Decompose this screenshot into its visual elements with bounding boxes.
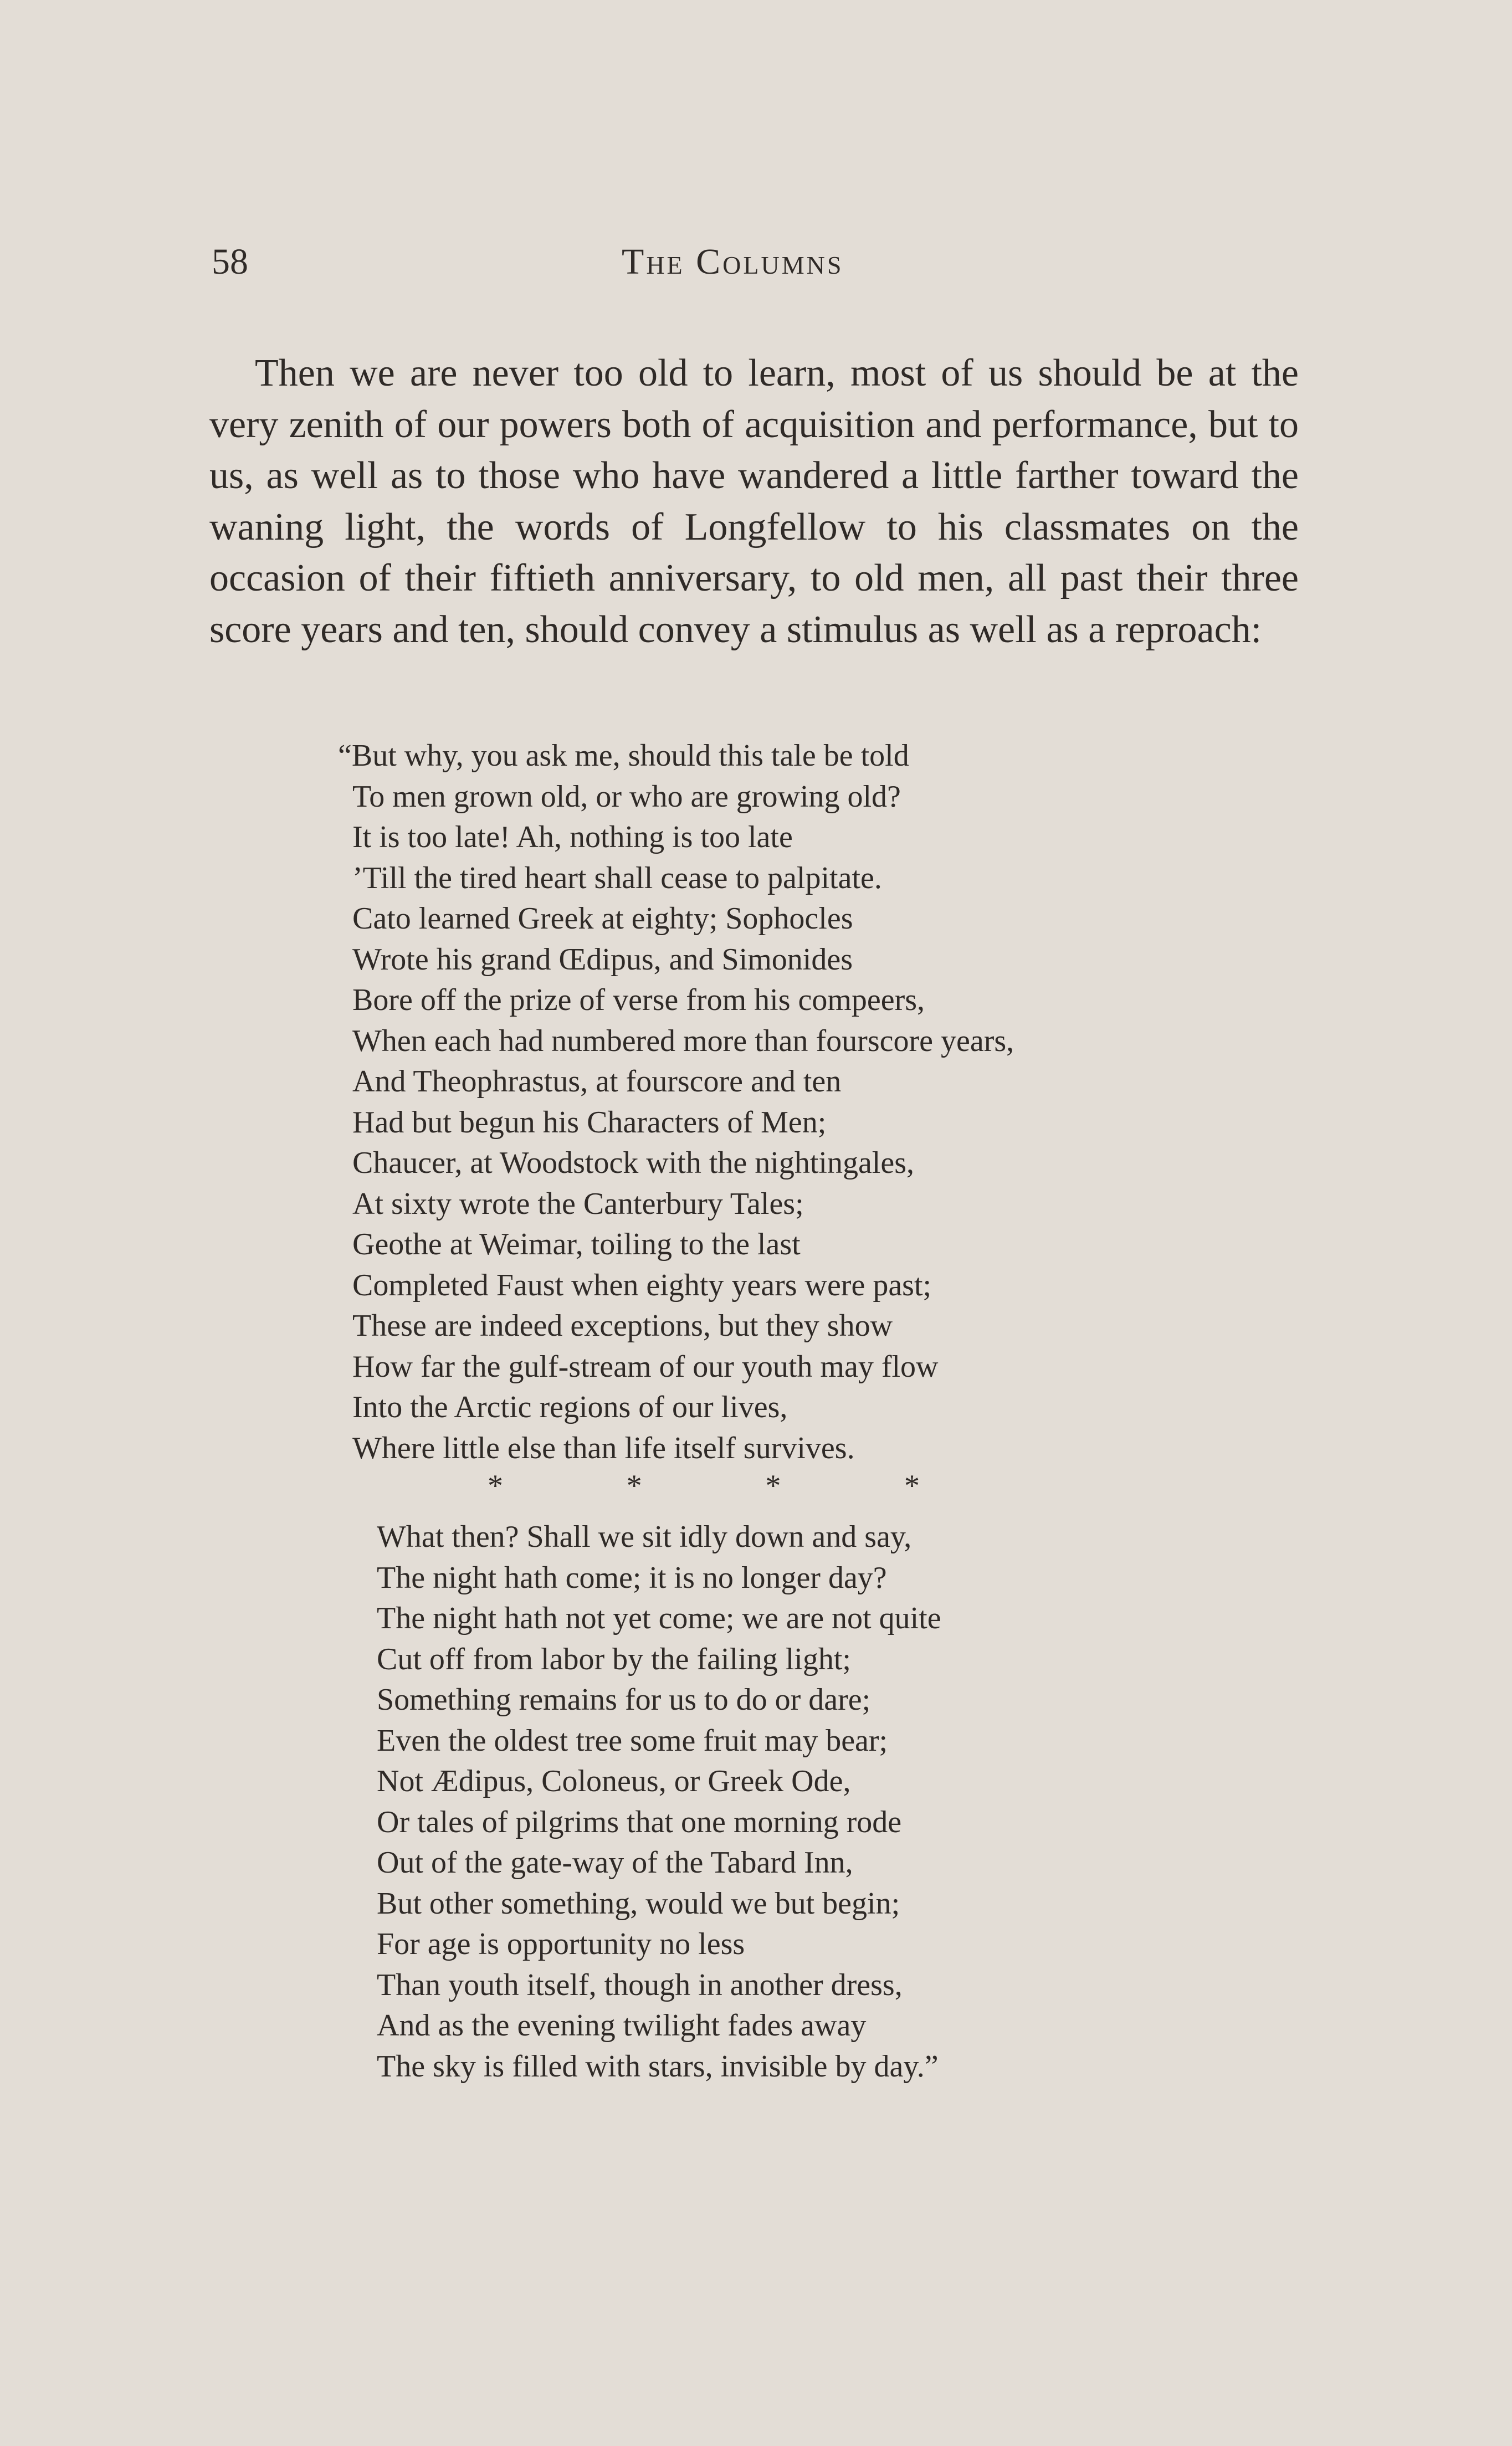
poem-line: Than youth itself, though in another dress, — [377, 1967, 903, 2002]
poem-line: The night hath come; it is no longer day? — [377, 1560, 887, 1595]
poem-line: Completed Faust when eighty years were past; — [352, 1268, 932, 1303]
poem-line: But other something, would we but begin; — [377, 1886, 900, 1921]
page-number: 58 — [212, 242, 248, 282]
poem-line: Cato learned Greek at eighty; Sophocles — [352, 901, 853, 936]
poem-stanza-2 — [377, 1517, 941, 2087]
poem-line: Where little else than life itself survives. — [352, 1430, 855, 1465]
asterisk: * — [626, 1469, 642, 1503]
poem-line: Or tales of pilgrims that one morning rode — [377, 1804, 902, 1839]
poem-line: Even the oldest tree some fruit may bear; — [377, 1723, 888, 1758]
poem-line: For age is opportunity no less — [377, 1927, 745, 1961]
poem-line: What then? Shall we sit idly down and say, — [377, 1520, 912, 1554]
asterisk: * — [904, 1469, 920, 1503]
prose-paragraph: Then we are never too old to learn, most of us should be at the very zenith of our powers both of acquisition and performance, but to us, as well as to those who have wandered a little farther toward the waning light, the words of Longfellow to his classmates on the occasion of their fiftieth anniversary, to old men, all past their three score years and ten, should convey a stimulus as well as a reproach: — [209, 352, 1299, 651]
poem-line: Bore off the prize of verse from his compeers, — [352, 983, 925, 1017]
poem-line: Cut off from labor by the failing light; — [377, 1642, 851, 1676]
poem-line: At sixty wrote the Canterbury Tales; — [352, 1186, 804, 1221]
poem-line: Chaucer, at Woodstock with the nightingales, — [352, 1146, 915, 1180]
asterisk: * — [765, 1469, 781, 1503]
poem-line: And as the evening twilight fades away — [377, 2008, 867, 2043]
poem-line: Had but begun his Characters of Men; — [352, 1105, 827, 1140]
asterism-separator — [488, 1470, 920, 1501]
poem-line: To men grown old, or who are growing old? — [352, 779, 901, 814]
poem-line: These are indeed exceptions, but they show — [352, 1309, 893, 1343]
asterisk: * — [488, 1469, 503, 1503]
poem-line: The sky is filled with stars, invisible by day.” — [377, 2049, 939, 2084]
poem-line: It is too late! Ah, nothing is too late — [352, 820, 793, 854]
poem-line: “But why, you ask me, should this tale be told — [338, 739, 909, 773]
poem-line: The night hath not yet come; we are not quite — [377, 1601, 941, 1635]
poem-line: Not Ædipus, Coloneus, or Greek Ode, — [377, 1764, 851, 1798]
poem-line: ’Till the tired heart shall cease to palpitate. — [352, 860, 882, 895]
running-head: The Columns — [622, 242, 844, 282]
poem-line: Out of the gate-way of the Tabard Inn, — [377, 1845, 853, 1880]
poem-line: When each had numbered more than fourscore years, — [352, 1023, 1014, 1058]
poem-line: Into the Arctic regions of our lives, — [352, 1390, 788, 1424]
poem-line: Something remains for us to do or dare; — [377, 1683, 871, 1717]
poem-line: How far the gulf-stream of our youth may flow — [352, 1349, 939, 1384]
poem-line: Wrote his grand Œdipus, and Simonides — [352, 942, 853, 977]
poem-line: And Theophrastus, at fourscore and ten — [352, 1064, 842, 1099]
poem-stanza-1 — [338, 736, 1014, 1469]
poem-line: Geothe at Weimar, toiling to the last — [352, 1227, 801, 1262]
